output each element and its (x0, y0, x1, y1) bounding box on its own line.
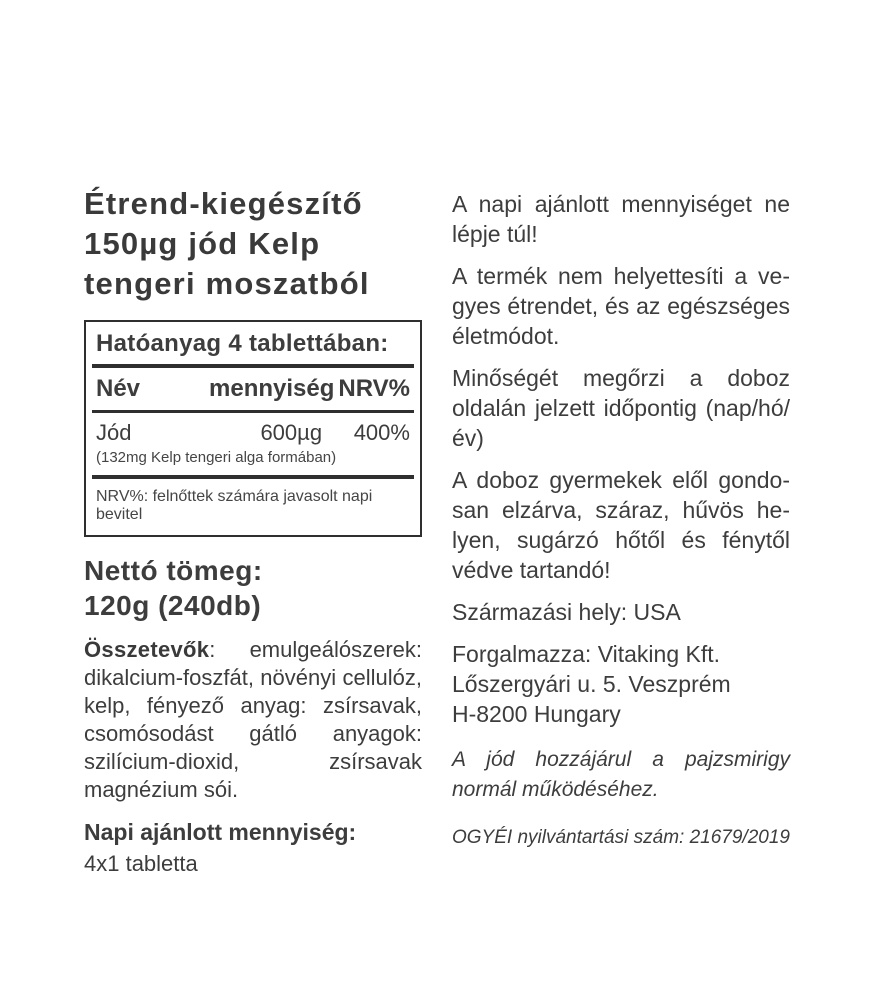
facts-header-row (86, 368, 420, 410)
ingredients-label: Összetevők (84, 637, 210, 662)
product-title (84, 184, 422, 304)
country-of-origin: Származási hely: USA (452, 599, 681, 625)
ingredient-amount: 600µg (260, 420, 323, 445)
column-header-name: Név (96, 375, 141, 402)
right-column (452, 189, 790, 867)
left-column (84, 184, 422, 877)
product-title-line-3: tengeri moszatból (84, 266, 370, 301)
product-title-line-1: Étrend-kiegészítő (84, 186, 363, 221)
ingredients-paragraph (84, 636, 422, 804)
storage-warning: A doboz gyermekek elől gondosan elzárva, száraz, hűvös helyen, sugárzó hőtől és fénytől védve tartandó! (452, 467, 790, 583)
facts-data-row (86, 413, 420, 446)
distributor-line-1: Forgalmazza: Vitaking Kft. (452, 641, 721, 667)
daily-dose-value: 4x1 tabletta (84, 851, 198, 876)
net-weight (84, 553, 422, 623)
ingredient-nrv: 400% (353, 420, 410, 445)
net-weight-heading: Nettó tömeg: (84, 555, 263, 586)
nrv-footnote: NRV%: felnőttek számára javasolt napi bevitel (96, 488, 373, 523)
ingredients-text: : emulgeálószerek: dikalcium-foszfát, növényi cellulóz, kelp, fényező anyag: zsírsavak, csomósodást gátló anyagok: szilícium-dioxid, zsírsavak magnézium sói. (84, 637, 422, 802)
best-before-note: Minőségét megőrzi a doboz oldalán jelzett időpontig (nap/hó/év) (452, 365, 790, 451)
registration-number: OGYÉI nyilvántartási szám: 21679/2019 (452, 827, 790, 848)
facts-title: Hatóanyag 4 tablettában: (96, 330, 389, 357)
ingredient-source-note: (132mg Kelp tengeri alga formában) (96, 449, 337, 466)
distributor-line-3: H-8200 Hungary (452, 701, 621, 727)
column-header-amount: mennyiség (209, 375, 335, 402)
warning-daily-limit: A napi ajánlott mennyiséget ne lépje túl! (452, 191, 790, 247)
column-header-nrv: NRV% (338, 375, 410, 402)
warning-balanced-diet: A termék nem helyettesíti a vegyes étrendet, és az egészséges életmódot. (452, 263, 790, 349)
distributor-line-2: Lőszergyári u. 5. Veszprém (452, 671, 731, 697)
supplement-facts-table (84, 320, 422, 537)
daily-dose (84, 819, 422, 877)
net-weight-value: 120g (240db) (84, 590, 262, 621)
health-claim: A jód hozzájárul a pajzsmirigy normál működéséhez. (452, 748, 790, 801)
daily-dose-heading: Napi ajánlott mennyiség: (84, 819, 357, 845)
product-title-line-2: 150µg jód Kelp (84, 226, 321, 261)
distributor-info (452, 639, 790, 729)
ingredient-name: Jód (96, 420, 132, 445)
